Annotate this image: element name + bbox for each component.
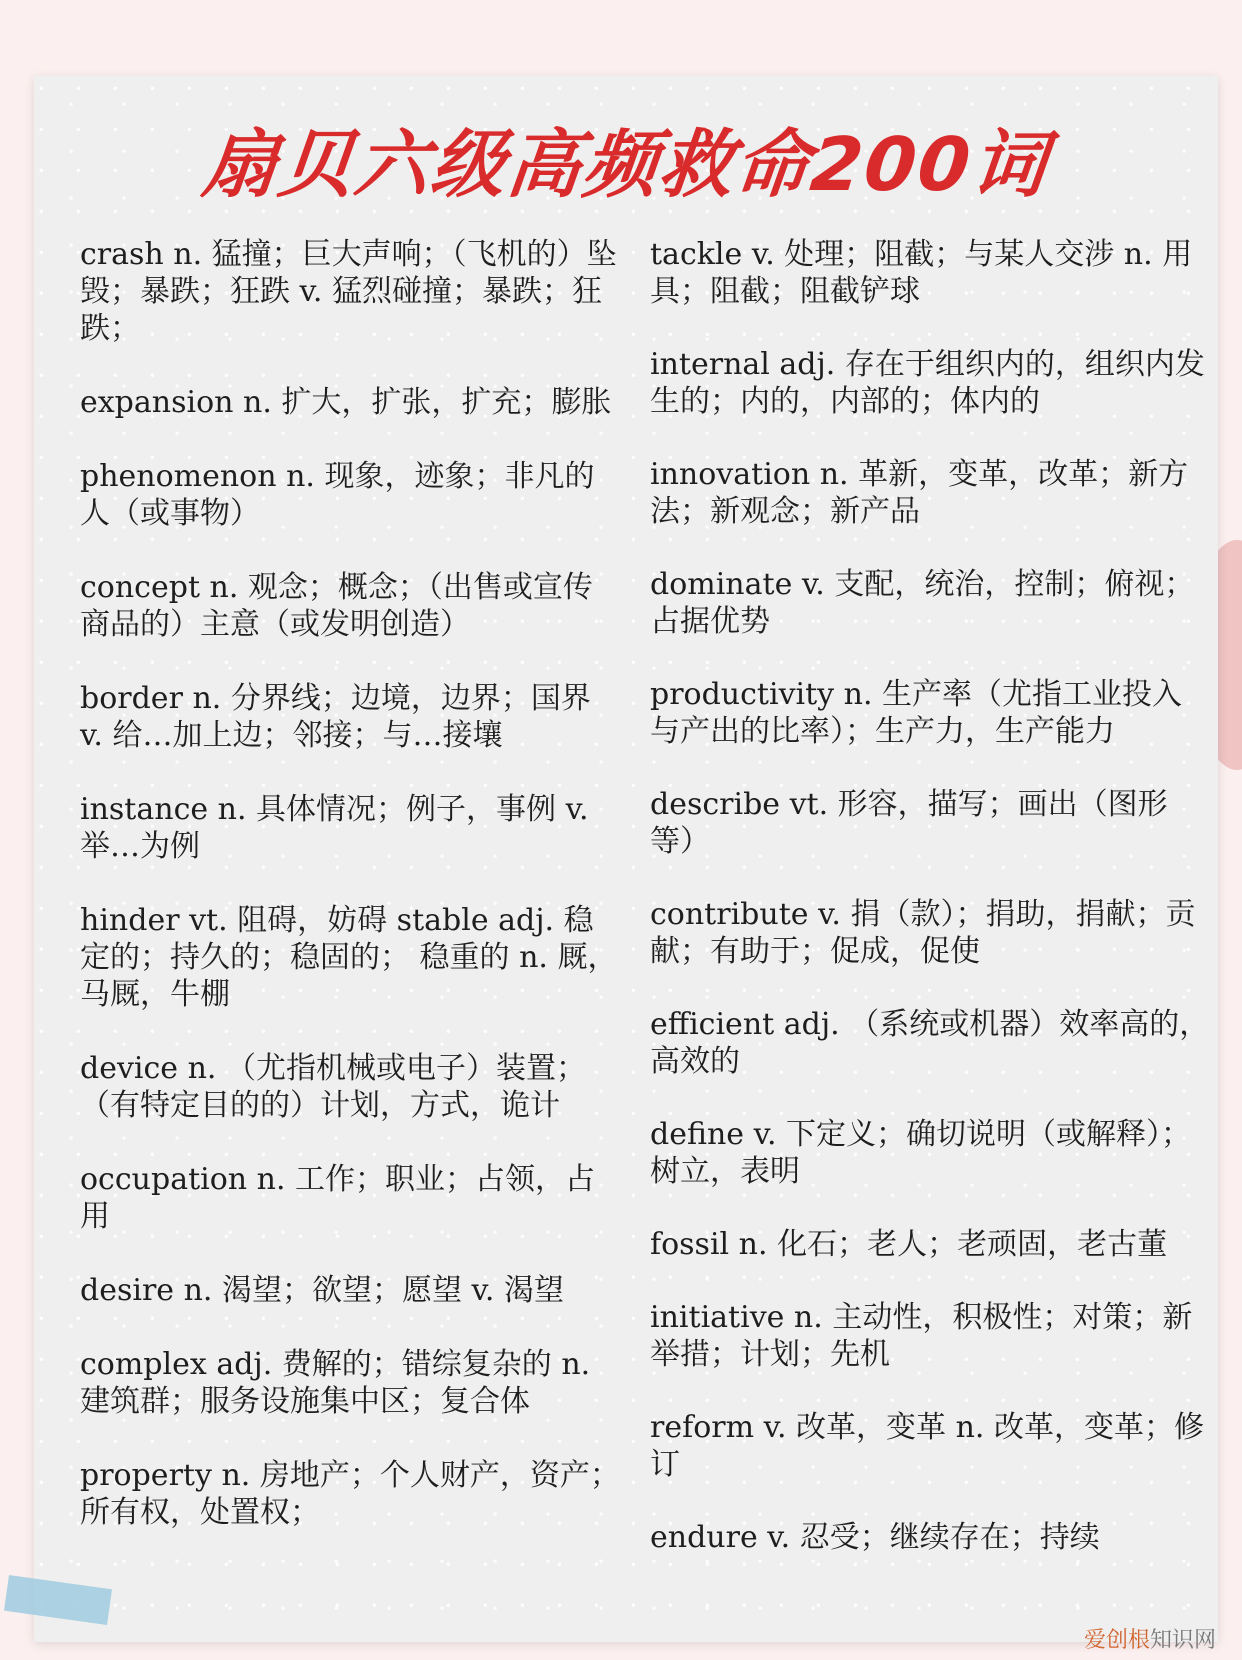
word-entry: describe vt. 形容，描写；画出（图形等） [650,787,1168,859]
word-entry: complex adj. 费解的；错综复杂的 n. 建筑群；服务设施集中区；复合体 [80,1347,591,1419]
watermark-part2: 知识网 [1149,1628,1216,1653]
word-entry: endure v. 忍受；继续存在；持续 [650,1520,1100,1555]
right-column [650,236,1210,1592]
word-entry: internal adj. 存在于组织内的，组织内发生的；内的，内部的；体内的 [650,347,1205,419]
word-entry: desire n. 渴望；欲望；愿望 v. 渴望 [80,1273,564,1308]
word-entry: border n. 分界线；边境，边界；国界 v. 给…加上边；邻接；与…接壤 [80,681,591,753]
word-entry: phenomenon n. 现象，迹象；非凡的人（或事物） [80,459,595,531]
word-entry: instance n. 具体情况；例子，事例 v. 举…为例 [80,792,589,864]
word-entry: define v. 下定义；确切说明（或解释）；树立，表明 [650,1117,1192,1189]
word-entry: efficient adj. （系统或机器）效率高的，高效的 [650,1007,1210,1079]
page-title: 扇贝六级高频救命200词 [198,122,1053,208]
word-entry: device n. （尤指机械或电子）装置；（有特定目的的）计划，方式，诡计 [80,1051,586,1123]
word-entry: tackle v. 处理；阻截；与某人交涉 n. 用具；阻截；阻截铲球 [650,237,1193,309]
word-entry: dominate v. 支配，统治，控制；俯视；占据优势 [650,567,1195,639]
word-entry: productivity n. 生产率（尤指工业投入与产出的比率）；生产力，生产能力 [650,677,1183,749]
word-entry: initiative n. 主动性，积极性；对策；新举措；计划；先机 [650,1300,1193,1372]
word-entry: crash n. 猛撞；巨大声响；（飞机的）坠毁；暴跌；狂跌 v. 猛烈碰撞；暴跌；狂跌； [80,237,617,346]
word-entry: fossil n. 化石；老人；老顽固，老古董 [650,1227,1168,1262]
word-entry: concept n. 观念；概念；（出售或宣传商品的）主意（或发明创造） [80,570,593,642]
vocabulary-card [34,76,1218,1642]
word-entry: reform v. 改革，变革 n. 改革，变革；修订 [650,1410,1204,1482]
word-entry: innovation n. 革新，变革，改革；新方法；新观念；新产品 [650,457,1189,529]
watermark [1084,1623,1216,1654]
word-entry: hinder vt. 阻碍，妨碍 stable adj. 稳定的；持久的；稳固的； 稳重的 n. 厩，马厩，牛棚 [80,903,618,1012]
word-entry: expansion n. 扩大，扩张，扩充；膨胀 [80,385,612,420]
word-entry: contribute v. 捐（款）；捐助，捐献；贡献；有助于；促成，促使 [650,897,1196,969]
word-entry: occupation n. 工作；职业；占领，占用 [80,1162,596,1234]
word-entry: property n. 房地产；个人财产，资产；所有权，处置权； [80,1458,620,1530]
left-column [80,236,620,1568]
watermark-part1: 爱创根 [1083,1628,1150,1653]
